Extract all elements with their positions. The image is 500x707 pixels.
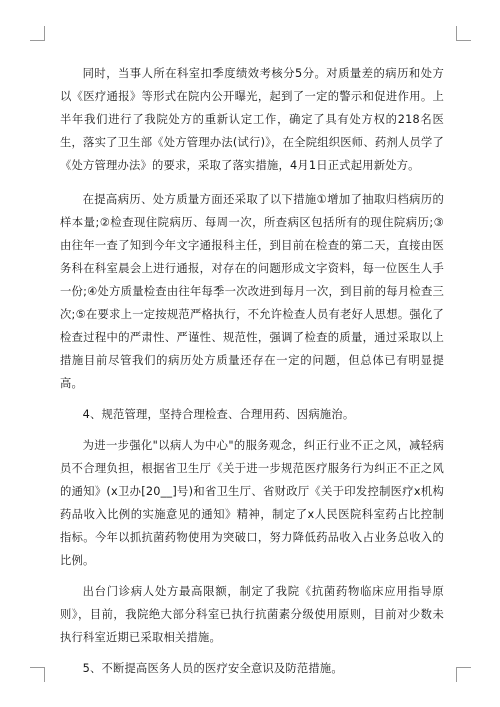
paragraph-quality-measures: 在提高病历、处方质量方面还采取了以下措施①增加了抽取归档病历的样本量;②检查现住院病历、每周一次，所查病区包括所有的现住院病历;③由往年一查了知到今年文字通报科主任，到目前在检查的第二天，直接由医务科在科室晨会上进行通报，对存在的问题形成文字资料，每一位医生人手一份;④处方质量检查由往年每季一次改进到每月一次，到目前的每月检查三次;⑤在要求上一定按规范严格执行，不允许检查人员有老好人思想。强化了检查过程中的严肃性、严谨性、规范性，强调了检查的质量，通过采取以上措施目前尽管我们的病历处方质量还存在一定的问题，但总体已有明显提高。 bbox=[60, 193, 444, 390]
paragraph-penalty-and-prescription-reform: 同时，当事人所在科室扣季度绩效考核分5分。对质量差的病历和处方以《医疗通报》等形式在院内公开曝光，起到了一定的警示和促进作用。上半年我们进行了我院处方的重新认定工作，确定了具有处方权的218名医生，落实了卫生部《处方管理办法(试行)》，在全院组织医师、药剂人员学了《处方管理办法》的要求，采取了落实措施，4月1日正式起用新处方。 bbox=[60, 67, 444, 172]
crop-mark-bottom-right bbox=[456, 667, 471, 682]
document-page bbox=[60, 62, 444, 680]
paragraph-patient-centered-service: 为进一步强化"以病人为中心"的服务观念，纠正行业不正之风，减轻病员不合理负担，根据省卫生厅《关于进一步规范医疗服务行为纠正不正之风的通知》(x卫办[20__]号)和省卫生厅、省财政厅《关于印发控制医疗x机构药品收入比例的实施意见的通知》精神，制定了x人民医院科室药占比控制指标。今年以抓抗菌药物使用为突破口，努力降低药品收入占业务总收入的比例。 bbox=[60, 439, 444, 567]
section-heading-5: 5、不断提高医务人员的医疗安全意识及防范措施。 bbox=[82, 662, 343, 675]
crop-mark-top-left bbox=[30, 26, 45, 41]
crop-mark-top-right bbox=[456, 26, 471, 41]
section-heading-4: 4、规范管理，坚持合理检查、合理用药、因病施治。 bbox=[82, 408, 355, 421]
paragraph-prescription-limits: 出台门诊病人处方最高限额，制定了我院《抗菌药物临床应用指导原则》，目前，我院绝大部分科室已执行抗菌素分级使用原则，目前对少数未执行科室近期已采取相关措施。 bbox=[60, 585, 444, 644]
crop-mark-bottom-left bbox=[30, 667, 45, 682]
